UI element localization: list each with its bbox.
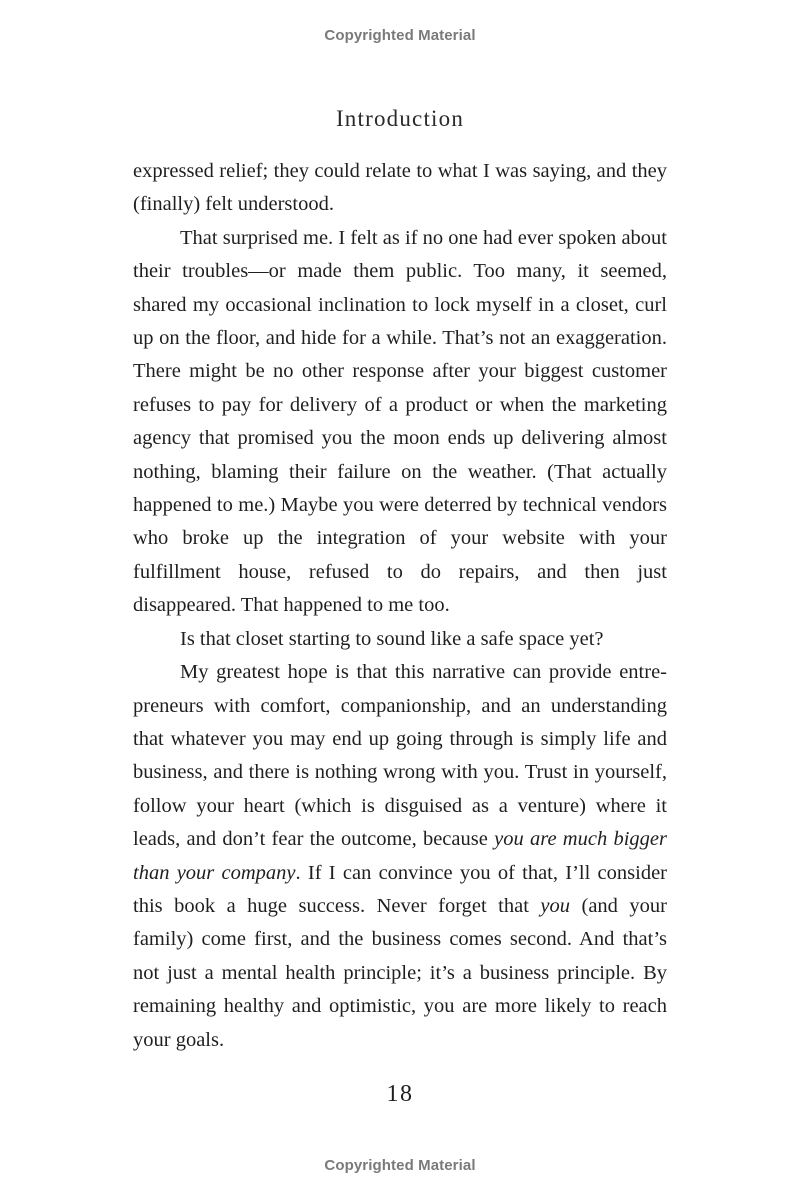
copyright-watermark-top: Copyrighted Material — [324, 27, 476, 44]
paragraph-2 — [133, 222, 667, 623]
paragraph-3 — [133, 623, 667, 656]
paragraph-4-emphasis-1: you are much bigger than your company — [133, 828, 668, 884]
paragraph-1 — [133, 155, 667, 222]
paragraph-4-tail: (and your family) come first, and the business comes second. And that’s not just a mental health principle; it’s a business principle. By remaining healthy and optimistic, you are more likely to reach your goals. — [133, 894, 667, 1051]
copyright-watermark-bottom: Copyrighted Material — [324, 1157, 476, 1174]
paragraph-4-emphasis-2: you — [540, 894, 571, 917]
body-text — [133, 155, 667, 1057]
paragraph-4-middle: . If I can convince you of that, I’ll consider this book a huge success. Never forget that — [133, 861, 667, 917]
paragraph-1-text: expressed relief; they could relate to what I was saying, and they (finally) felt understood. — [133, 160, 667, 216]
page-number: 18 — [386, 1081, 414, 1107]
paragraph-4-lead: My greatest hope is that this narrative can provide entrepreneurs with comfort, companionship, and an understanding that whatever you may end up going through is simply life and business, and there is nothing wrong with you. Trust in yourself, follow your heart (which is disguised as a venture) where it leads, and don’t fear the outcome, because — [133, 661, 667, 851]
paragraph-3-text: Is that closet starting to sound like a safe space yet? — [180, 627, 604, 650]
paragraph-4 — [133, 656, 667, 1057]
running-head: Introduction — [335, 106, 465, 131]
paragraph-2-text: That surprised me. I felt as if no one had ever spoken about their troubles—or made them public. Too many, it seemed, shared my occasional inclination to lock myself in a closet, curl up on the floor, and hide for a while. That’s not an exaggeration. There might be no other response after your biggest customer refuses to pay for delivery of a product or when the marketing agency that promised you the moon ends up delivering almost nothing, blaming their failure on the weather. (That actually happened to me.) Maybe you were deterred by technical vendors who broke up the integration of your website with your fulfillment house, refused to do repairs, and then just disappeared. That happened to me too. — [133, 226, 667, 617]
